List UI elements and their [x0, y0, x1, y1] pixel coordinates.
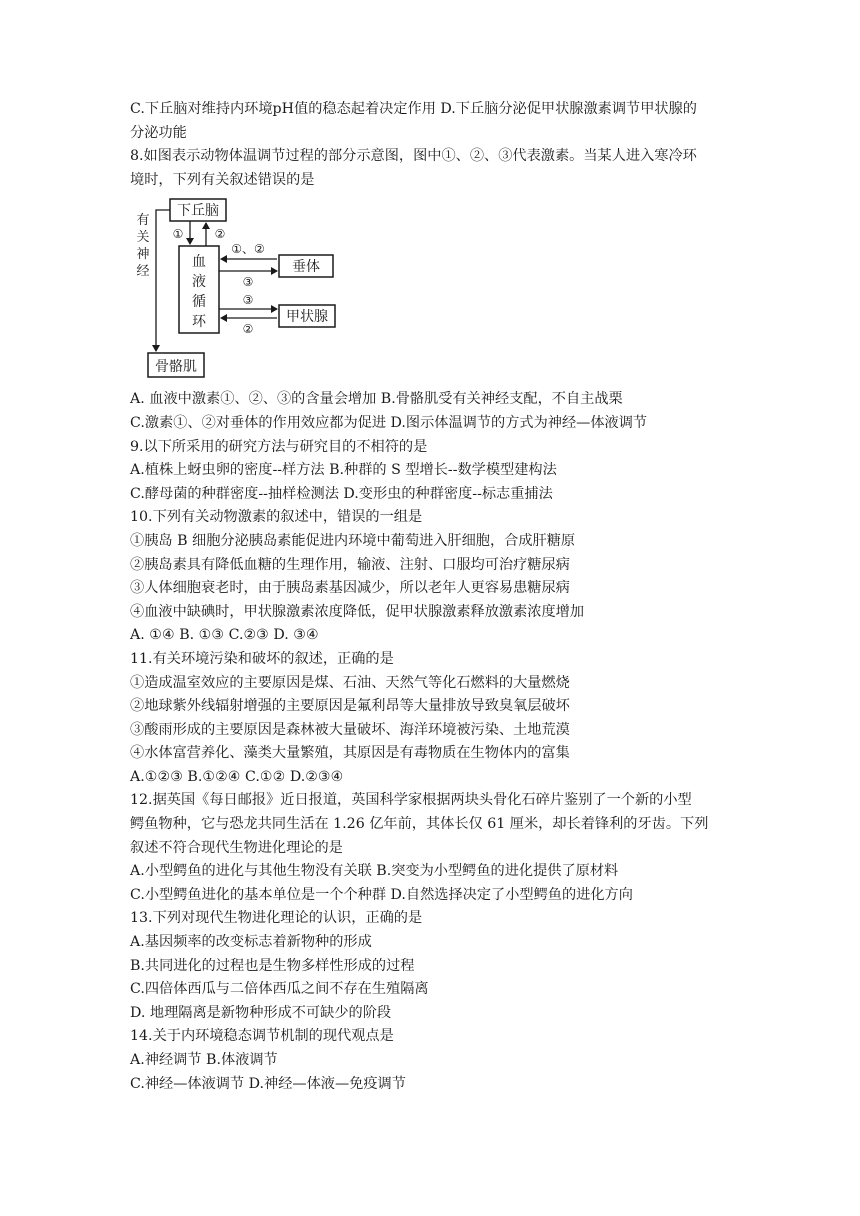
option-line: A.基因频率的改变标志着新物种的形成	[130, 934, 372, 951]
hypothalamus-label: 下丘脑	[177, 203, 219, 220]
option-line: C.小型鳄鱼进化的基本单位是一个个种群 D.自然选择决定了小型鳄鱼的进化方向	[130, 886, 633, 903]
statement-line: ①胰岛 B 细胞分泌胰岛素能促进内环境中葡萄进入肝细胞，合成肝糖原	[130, 532, 576, 549]
question-12-stem: 12.据英国《每日邮报》近日报道，英国科学家根据两块头骨化石碎片鉴别了一个新的小型	[130, 792, 692, 809]
hormone-2-label: ②	[242, 322, 254, 337]
hormone-1-2-label: ①、②	[231, 242, 265, 257]
nerve-path	[156, 210, 170, 344]
statement-line: ③人体细胞衰老时，由于胰岛素基因减少，所以老年人更容易患糖尿病	[130, 580, 570, 597]
option-line: A. 血液中激素①、②、③的含量会增加 B.骨骼肌受有关神经支配，不自主战栗	[130, 391, 623, 408]
question-10-stem: 10.下列有关动物激素的叙述中，错误的一组是	[130, 509, 423, 526]
option-line: A.神经调节 B.体液调节	[130, 1052, 278, 1068]
nerve-char: 神	[136, 247, 150, 263]
skeletal-muscle-label: 骨骼肌	[155, 359, 197, 376]
question-13-stem: 13.下列对现代生物进化理论的认识，正确的是	[130, 910, 423, 927]
text-line: 分泌功能	[130, 124, 187, 141]
question-8-stem: 境时，下列有关叙述错误的是	[130, 171, 315, 188]
option-line: B.共同进化的过程也是生物多样性形成的过程	[130, 957, 415, 974]
document-page	[130, 98, 730, 1096]
blood-char: 液	[192, 274, 206, 291]
option-line: A. ①④ B. ①③ C.②③ D. ③④	[130, 627, 319, 644]
question-11-stem: 11.有关环境污染和破坏的叙述，正确的是	[130, 650, 394, 667]
option-line: A.小型鳄鱼的进化与其他生物没有关联 B.突变为小型鳄鱼的进化提供了原材料	[130, 863, 619, 880]
option-line: A.①②③ B.①②④ C.①② D.②③④	[130, 768, 344, 785]
nerve-char: 经	[136, 264, 150, 280]
option-line: C.酵母菌的种群密度--抽样检测法 D.变形虫的种群密度--标志重捕法	[130, 485, 553, 502]
option-line: C.神经—体液调节 D.神经—体液—免疫调节	[130, 1075, 406, 1092]
pituitary-label: 垂体	[292, 259, 320, 276]
statement-line: ④血液中缺碘时，甲状腺激素浓度降低，促甲状腺激素释放激素浓度增加	[130, 603, 585, 620]
hormone-2-label: ②	[214, 227, 226, 242]
question-12-stem: 鳄鱼物种，它与恐龙共同生活在 1.26 亿年前，其体长仅 61 厘米，却长着锋利的牙齿。下列	[130, 816, 709, 833]
question-8-stem: 8.如图表示动物体温调节过程的部分示意图，图中①、②、③代表激素。当某人进入寒冷环	[130, 148, 697, 165]
option-line: C.四倍体西瓜与二倍体西瓜之间不存在生殖隔离	[130, 981, 429, 998]
question-12-stem: 叙述不符合现代生物进化理论的是	[130, 839, 343, 856]
statement-line: ②胰岛素具有降低血糖的生理作用，输液、注射、口服均可治疗糖尿病	[130, 556, 570, 573]
text-line: C.下丘脑对维持内环境pH值的稳态起着决定作用 D.下丘脑分泌促甲状腺激素调节甲状腺的	[130, 101, 697, 117]
thyroid-label: 甲状腺	[286, 309, 328, 326]
option-line: A.植株上蚜虫卵的密度--样方法 B.种群的 S 型增长--数学模型建构法	[130, 462, 557, 479]
question-14-stem: 14.关于内环境稳态调节机制的现代观点是	[130, 1028, 394, 1045]
statement-line: ①造成温室效应的主要原因是煤、石油、天然气等化石燃料的大量燃烧	[130, 674, 570, 691]
blood-char: 环	[192, 314, 206, 331]
temperature-regulation-diagram	[130, 194, 350, 384]
statement-line: ④水体富营养化、藻类大量繁殖，其原因是有毒物质在生物体内的富集	[130, 745, 570, 762]
question-9-stem: 9.以下所采用的研究方法与研究目的不相符的是	[130, 438, 428, 455]
blood-char: 循	[192, 294, 206, 311]
hormone-3-label: ③	[242, 293, 254, 308]
hormone-3-label: ③	[242, 275, 254, 290]
option-line: C.激素①、②对垂体的作用效应都为促进 D.图示体温调节的方式为神经—体液调节	[130, 414, 648, 431]
nerve-char: 关	[136, 230, 150, 246]
hormone-1-label: ①	[172, 227, 184, 242]
blood-char: 血	[192, 254, 206, 271]
nerve-char: 有	[136, 213, 150, 229]
statement-line: ②地球紫外线辐射增强的主要原因是氟利昂等大量排放导致臭氧层破坏	[130, 698, 570, 715]
statement-line: ③酸雨形成的主要原因是森林被大量破坏、海洋环境被污染、土地荒漠	[130, 721, 570, 738]
option-line: D. 地理隔离是新物种形成不可缺少的阶段	[130, 1004, 392, 1021]
